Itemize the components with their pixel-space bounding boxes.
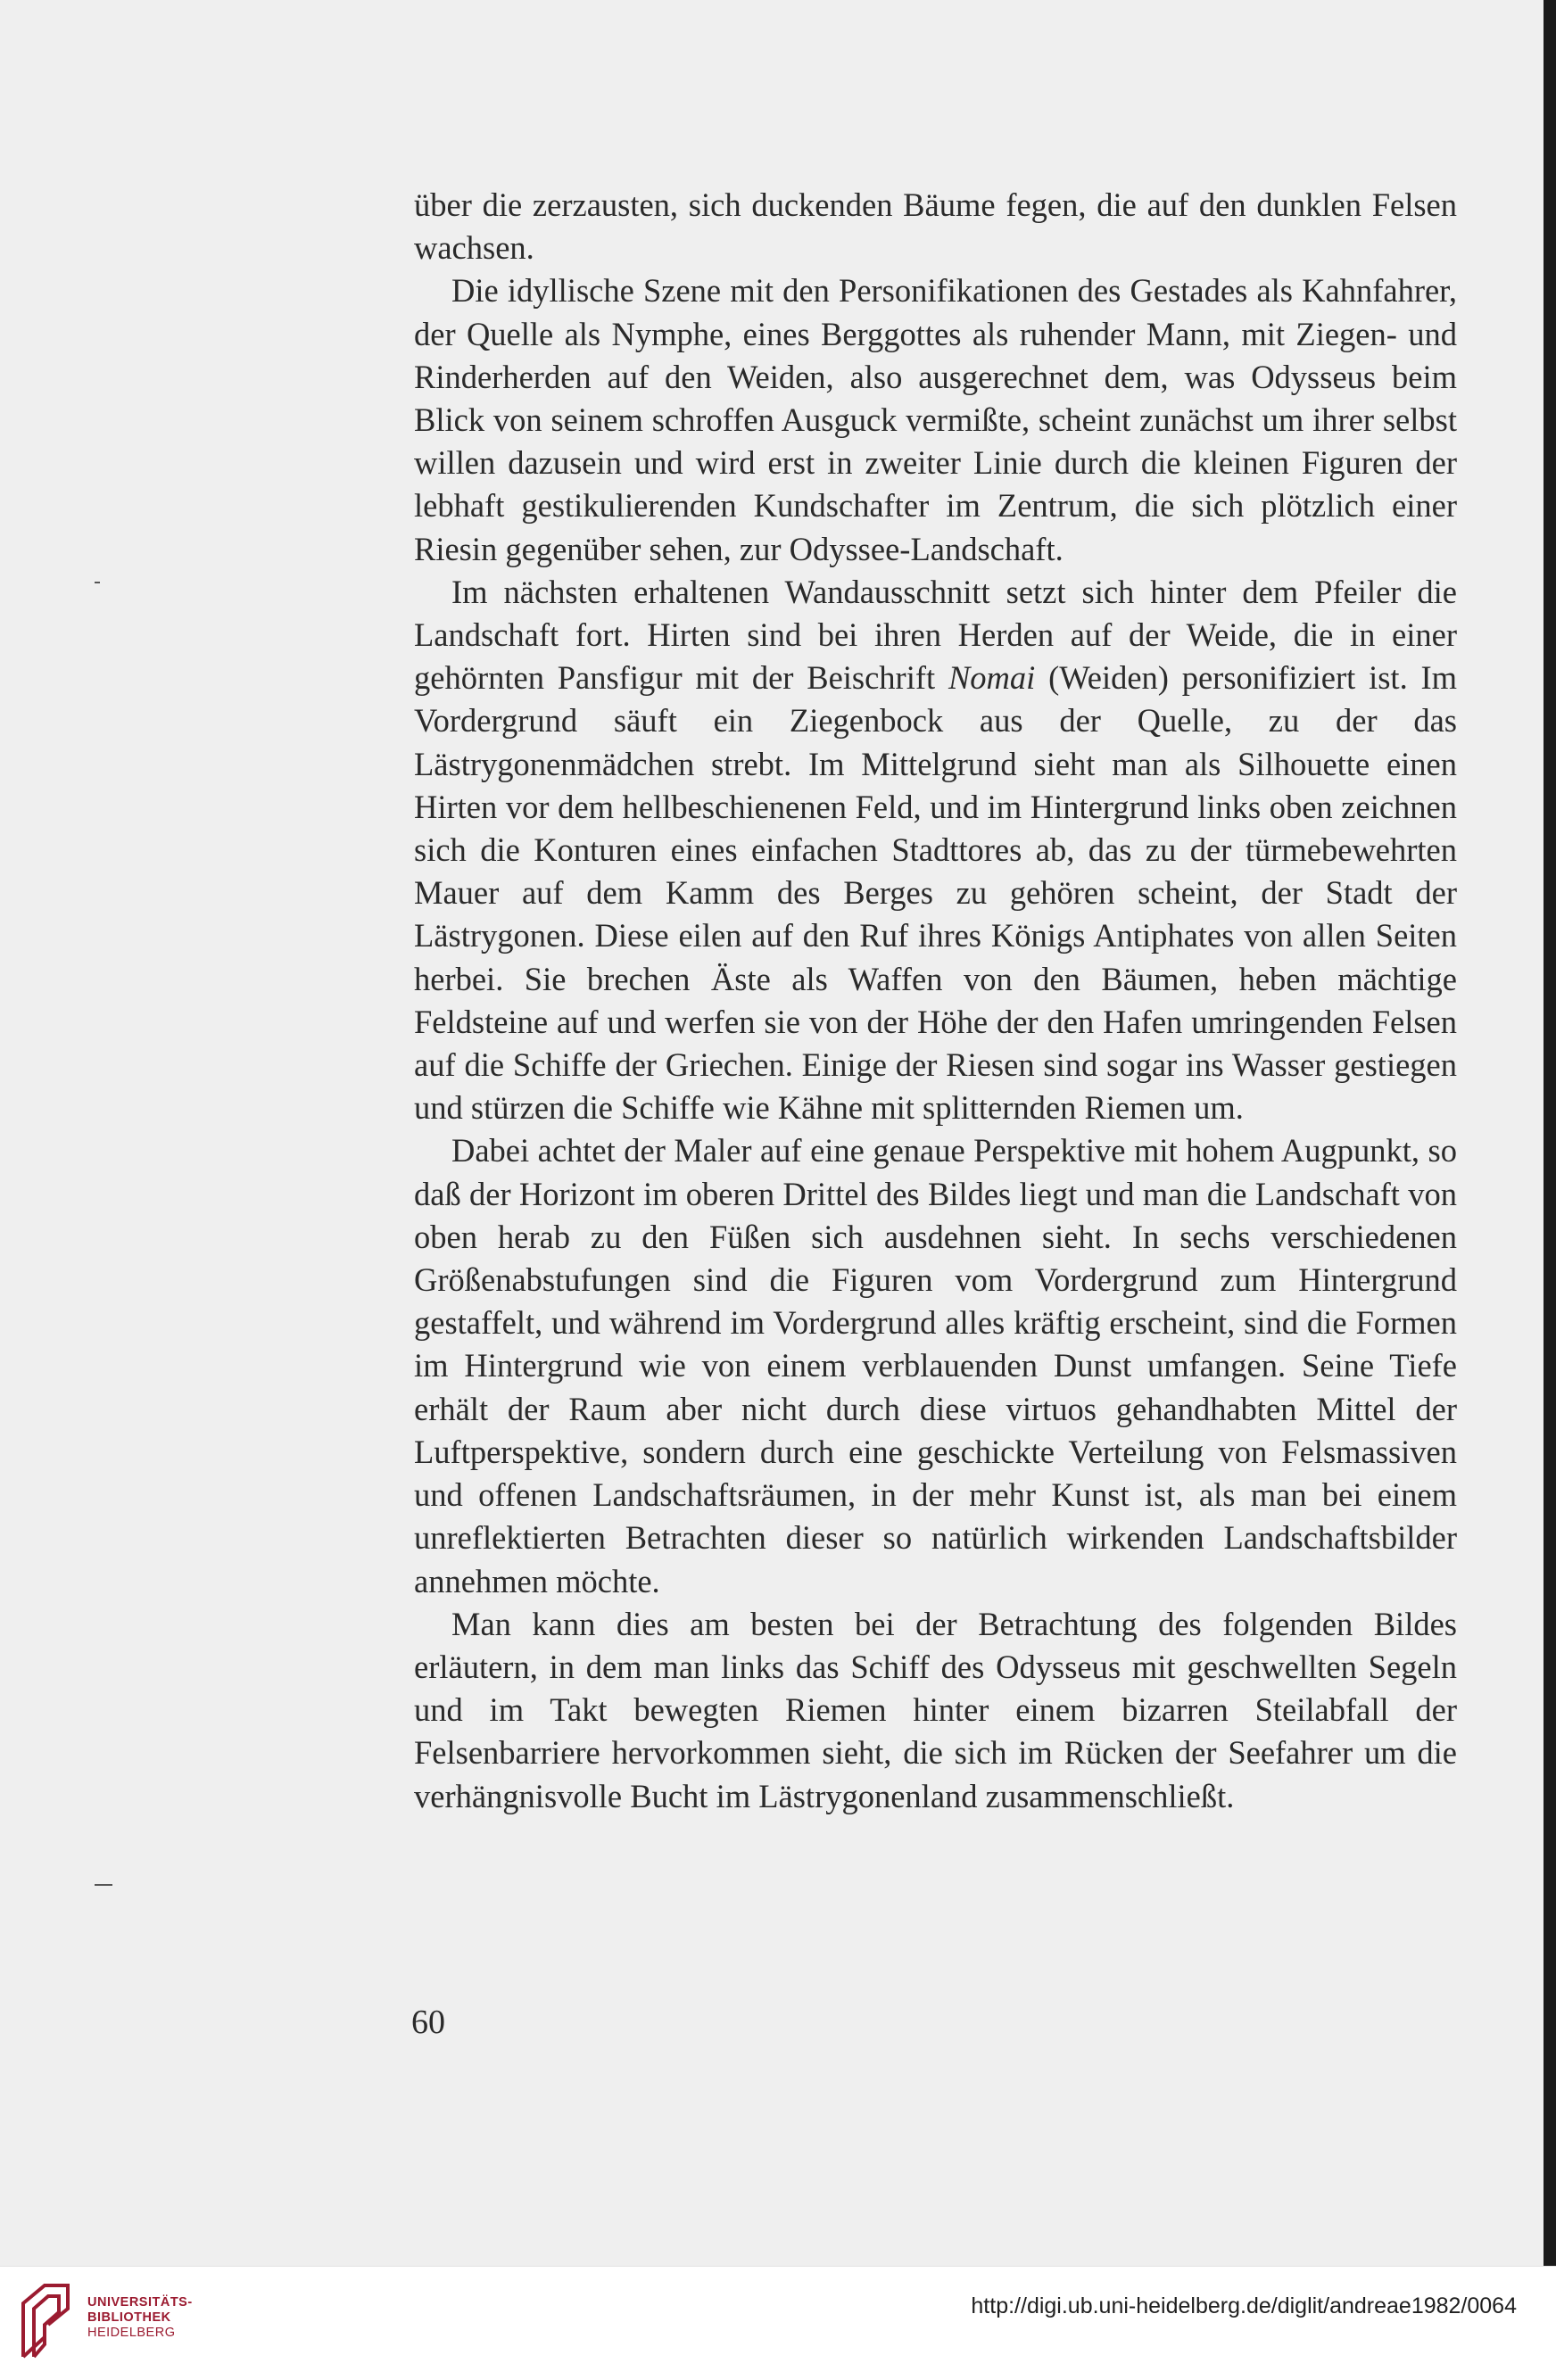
paragraph-4: Dabei achtet der Maler auf eine genaue Perspektive mit hohem Augpunkt, so daß der Horizont im oberen Drittel des Bildes liegt und man die Landschaft von oben herab zu den Füßen sich ausdehnen sieht. In sechs verschiedenen Größenabstufungen sind die Figuren vom Vordergrund zum Hintergrund gestaffelt, und während im Vordergrund alles kräftig erscheint, sind die Formen im Hintergrund wie von einem verblauenden Dunst umfangen. Seine Tiefe erhält der Raum aber nicht durch diese virtuos gehandhabten Mittel der Luftperspektive, sondern durch eine geschickte Verteilung von Felsmassiven und offenen Landschaftsräumen, in der mehr Kunst ist, als man bei einem unreflektierten Betrachten dieser so natürlich wirkenden Landschaftsbilder annehmen möchte. — [414, 1132, 1457, 1599]
source-url-link[interactable]: http://digi.ub.uni-heidelberg.de/diglit/andreae1982/0064 — [971, 2293, 1517, 2318]
paragraph-3 — [414, 571, 1457, 1130]
margin-mark — [95, 1884, 112, 1886]
logo-line-1: UNIVERSITÄTS- — [87, 2295, 193, 2310]
library-logo-text — [87, 2295, 193, 2341]
scan-edge — [1544, 0, 1556, 2266]
logo-line-2: BIBLIOTHEK — [87, 2310, 171, 2325]
footer-bar — [0, 2266, 1556, 2380]
page-number: 60 — [411, 2004, 445, 2041]
paragraph-5: Man kann dies am besten bei der Betrachtung des folgenden Bildes erläutern, in dem man links das Schiff des Odysseus mit geschwellten Segeln und im Takt bewegten Riemen hinter einem bizarren Steilabfall der Felsenbarriere hervorkommen sieht, die sich im Rücken der Seefahrer um die verhängnisvolle Bucht im Lästrygonenland zusammenschließt. — [414, 1605, 1457, 1814]
library-logo-icon — [18, 2282, 73, 2360]
paragraph-3-part-1: Im nächsten erhaltenen Wandausschnitt setzt sich hinter dem Pfeiler die Landschaft fort. Hirten sind bei ihren Herden auf der Weide, die in einer gehörnten Pansfigur mit der Beischrift — [414, 573, 1457, 697]
margin-mark — [95, 582, 100, 583]
paragraph-1: über die zerzausten, sich duckenden Bäume fegen, die auf den dunklen Felsen wachsen. — [414, 186, 1457, 267]
logo-line-3: HEIDELBERG — [87, 2326, 176, 2340]
paragraph-3-part-2: (Weiden) personifiziert ist. Im Vordergrund säuft ein Ziegenbock aus der Quelle, zu der das Lästrygonenmädchen strebt. Im Mittelgrund sieht man als Silhouette einen Hirten vor dem hellbeschienenen Feld, und im Hintergrund links oben zeichnen sich die Konturen eines einfachen Stadttores ab, das zu der türmebewehrten Mauer auf dem Kamm des Berges zu gehören scheint, der Stadt der Lästrygonen. Diese eilen auf den Ruf ihres Königs Antiphates von allen Seiten herbei. Sie brechen Äste als Waffen von den Bäumen, heben mächtige Feldsteine auf und werfen sie von der Höhe der den Hafen umringenden Felsen auf die Schiffe der Griechen. Einige der Riesen sind sogar ins Wasser gestiegen und stürzen die Schiffe wie Kähne mit splitternden Riemen um. — [414, 659, 1458, 1127]
italic-term: Nomai — [948, 659, 1036, 697]
body-text — [414, 184, 1457, 1818]
paragraph-2: Die idyllische Szene mit den Personifikationen des Gestades als Kahnfahrer, der Quelle als Nymphe, eines Berggottes als ruhender Mann, mit Ziegen- und Rinderherden auf den Weiden, also ausgerechnet dem, was Odysseus beim Blick von seinem schroffen Ausguck vermißte, scheint zunächst um ihrer selbst willen dazusein und wird erst in zweiter Linie durch die kleinen Figuren der lebhaft gestikulierenden Kundschafter im Zentrum, die sich plötzlich einer Riesin gegenüber sehen, zur Odyssee-Landschaft. — [414, 272, 1457, 567]
